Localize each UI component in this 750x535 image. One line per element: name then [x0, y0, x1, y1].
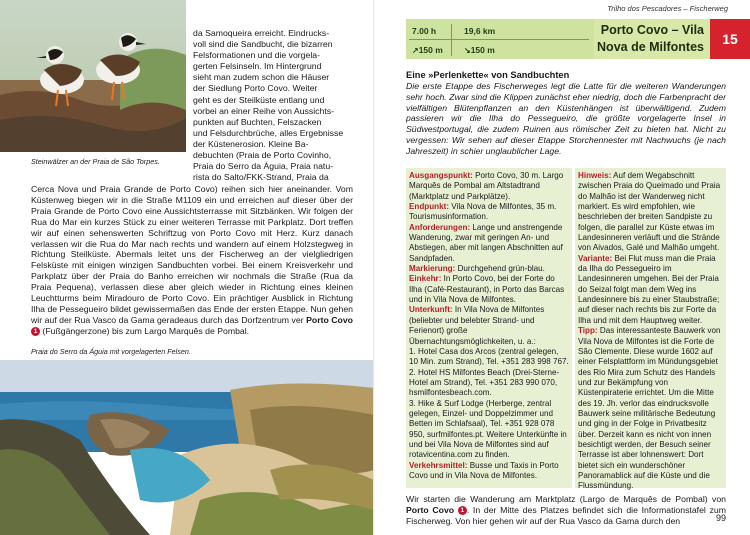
caption-serro-da-aguia: Praia do Serro da Águia mit vorgelagerten Felsen. [31, 347, 191, 356]
info-item [578, 254, 723, 326]
tour-stats-box [406, 19, 594, 59]
left-column-line: vorbei an einer Reihe von Aussichts- [193, 105, 335, 116]
info-item [409, 264, 569, 274]
info-label: Variante: [578, 253, 613, 263]
info-text: Busse und Taxis in Porto Covo und in Vila Nova de Milfontes. [409, 460, 559, 480]
info-text: 3. Hike & Surf Lodge (Herberge, zentral gelegen, Einzel- und Doppelzimmer und Betten im Schlafsaal), Tel. +351 928 078 950, surfmilfontes.pt. Weitere Unterkünfte in und bei Vila Nova de Milfontes sind auf rotavicentina.com zu finden. [409, 398, 567, 460]
info-label: Markierung: [409, 264, 456, 274]
right-body-start: Wir starten die Wanderung am Marktplatz (Largo de Marquês de Pombal) von [406, 494, 726, 504]
info-item [409, 223, 569, 264]
info-item [409, 202, 569, 223]
left-column-line: geht es der Steilküste entlang und [193, 94, 325, 105]
info-item [409, 305, 569, 346]
caption-turnstones: Steinwälzer an der Praia de São Torpes. [31, 157, 160, 166]
arrow-down-icon: ↘ [464, 46, 471, 55]
info-text: Bei Flut muss man die Praia da Ilha do Pessegueiro im Landesinneren umgehen. Bei der Praia do Seizal folgt man dem Weg ins Landesinnere bis zu einer Staubstraße; auf dieser nach rechts bis zur Forte da Ilha und mit dem Hauptweg weiter. [578, 253, 720, 325]
porto-covo-bold-right: Porto Covo [406, 504, 455, 515]
waypoint-badge-1-right: 1 [458, 506, 467, 515]
left-body-text [31, 184, 353, 337]
info-item [578, 171, 723, 254]
stat-ascent-value: 150 m [418, 45, 443, 55]
left-body-tail: (Fußgängerzone) bis zum Largo Marquês de Pombal. [42, 325, 250, 336]
info-text: 1. Hotel Casa dos Arcos (zentral gelegen, 10 Min. zum Strand), Tel. +351 283 998 767. [409, 346, 569, 367]
info-item [578, 326, 723, 492]
info-text: In Vila Nova de Milfontes (beliebter und belebter Strand- und Ferienort) große Übernachtungsmöglichkeiten, u. a.: [409, 305, 545, 346]
info-label: Ausgangspunkt: [409, 171, 473, 180]
info-text: Porto Covo, 30 m. Largo Marquês de Pombal am Altstadtrand (Marktplatz und Parkplätze). [409, 171, 564, 201]
right-body-rest: . In der Mitte des Platzes befindet sich die Informationstafel zum Fischerweg. Von hier gehen wir auf der Rua Vasco da Gama durch den [406, 504, 726, 526]
photo-coast [0, 360, 374, 535]
section-subheading: Eine »Perlenkette« von Sandbuchten [406, 70, 570, 80]
info-item [409, 347, 569, 368]
intro-paragraph: Die erste Etappe des Fischerweges legt die Latte für die weiteren Wanderungen sehr hoch. Zwar sind die Klippen zunächst eher niedrig, doch die Farbenpracht der vielfältigen Blütenpflanzen an den Küstenhängen ist überwältigend. Zudem passieren wir die Ilha do Pessegueiro, die größte vorgelagerte Insel in Südwestportugal, die zudem Ruinen aus römischer Zeit zu bieten hat. Nicht zu vergessen: Wir sehen auf dieser Etappe Storchennester mit Nachwuchs (je nach Jahreszeit) in schier unglaublicher Lage. [406, 81, 726, 156]
left-column-line: der Küstenerosion. Kleine Ba- [193, 138, 309, 149]
stat-ascent [412, 45, 443, 55]
stat-distance: 19,6 km [464, 26, 496, 36]
info-column-right [578, 171, 723, 492]
info-label: Anforderungen: [409, 222, 471, 232]
stats-divider-v [451, 24, 452, 56]
left-column-line: Felsformationen und die vorgela- [193, 50, 321, 61]
info-label: Hinweis: [578, 171, 612, 180]
left-column-line: sieht man zudem schon die Häuser [193, 72, 330, 83]
info-label: Endpunkt: [409, 202, 450, 212]
arrow-up-icon: ↗ [412, 46, 419, 55]
left-column-line: da Samoqueira erreicht. Eindrucks- [193, 28, 330, 38]
info-column-left [409, 171, 569, 481]
page-number: 99 [715, 513, 726, 523]
right-page [375, 0, 750, 535]
tour-number-badge: 15 [710, 19, 750, 59]
stat-time: 7.00 h [412, 26, 437, 36]
right-body-text [406, 494, 726, 526]
left-column-line: punkten auf Buchten, Felszacken [193, 116, 322, 127]
info-item [409, 171, 569, 202]
info-label: Verkehrsmittel: [409, 460, 468, 470]
info-item [409, 274, 569, 305]
info-label: Tipp: [578, 326, 598, 336]
left-column-line: debuchten (Praia de Porto Covinho, [193, 150, 332, 161]
info-text: Vila Nova de Milfontes, 35 m. Tourismusinformation. [409, 202, 557, 222]
waypoint-badge-1: 1 [31, 327, 40, 336]
left-column-line: und Felsdurchbrüche, alles Ergebnisse [193, 127, 344, 138]
photo-turnstones [0, 0, 186, 152]
left-body-main: Cerca Nova und Praia Grande de Porto Covo) reihen sich hier aneinander. Vom Küstenweg biegen wir in die Straße M1109 ein und erreichen auf dieser über der Praia Grande de Porto Covo eine Aussichtsterrasse mit Sitzbänken. Wir folgen der Rua do Mar ein kurzes Stück zu einer weiteren Terrasse mit Parkplatz. Dort treffen wir auf einen sehenswerten Schriftzug von Porto Covo mit Herz. Kurz danach verlassen wir die Rua do Mar nach rechts und wandern auf einem Holzstegweg in Richtung Steilküste. Abermals leitet uns der Fischerweg an der vielgliedrigen Felsküste mit einigen winzigen Sandbuchten vorbei. Bei einem Kreisverkehr und Parkplatz über der Praia do Banho erreichen wir nochmals die Straße (Rua da Praia Pequena), verlassen diese aber gleich wieder in Richtung eines kleinen Leuchtturms beim Miradouro de Porto Covo. Ein prächtiger Ausblick in Richtung Ilha de Pessegueiro bildet gewissermaßen das Ende der ersten Etappe. Nun gehen wir auf der Rua Vasco da Gama geradeaus durch das Dorfzentrum ver [31, 184, 353, 325]
info-text: Das interessanteste Bauwerk von Vila Nova de Milfontes ist die Forte de São Clemente. Diese wurde 1602 auf einer Felsplattform im Mündungsgebiet des Rio Mira zum Schutz des Handels und zur Bekämpfung von Küstenpiraterie errichtet. Um die Mitte des 19. Jh. verlor das eindrucksvolle Bauwerk seine militärische Bedeutung und ging in der Folge in Privatbesitz über. Derzeit kann es nicht von innen besichtigt werden, der Besuch seiner Terrasse ist aber lohnenswert: Dort bietet sich ein wunderschöner Panoramablick auf die Küste und die Flussmündung. [578, 326, 721, 491]
running-header: Trilho dos Pescadores – Fischerweg [607, 4, 728, 13]
info-text: Durchgehend grün-blau. [457, 264, 545, 274]
left-column-line: rista do Salto/FKK-Strand, Praia da [193, 172, 329, 183]
info-label: Unterkunft: [409, 305, 453, 315]
info-text: Lange und anstrengende Wanderung, zwar mit geringen An- und Abstiegen, aber mit langen Abschnitten auf Sandpfaden. [409, 222, 563, 263]
left-column-line: Praia do Serro da Águia, Praia natu- [193, 161, 334, 172]
info-text: In Porto Covo, bei der Forte do Ilha (Café-Restaurant), in Porto das Barcas und in Vila Nova de Milfontes. [409, 274, 565, 305]
info-text: 2. Hotel HS Milfontes Beach (Drei-Sterne-Hotel am Strand), Tel. +351 283 990 070, hsmilfontesbeach.com. [409, 367, 560, 398]
left-column-line: voll sind die Sandbucht, die bizarren [193, 39, 333, 50]
info-item [409, 399, 569, 461]
left-column-text [193, 28, 352, 183]
tour-title: Porto Covo – Vila Nova de Milfontes [594, 19, 710, 59]
info-text: Auf dem Wegabschnitt zwischen Praia do Queimado und Praia do Malhão ist der Wanderweg nicht markiert. Es wird empfohlen, wie beschrieben der breiten Sandpiste zu folgen, die parallel zur Küste etwas im Landesinneren verläuft und die Strände von Aivados, Galé und Malhão umgeht. [578, 171, 721, 253]
porto-covo-bold: Porto Covo [306, 314, 353, 325]
info-item [409, 461, 569, 482]
left-column-line: der Siedlung Porto Covo. Weiter [193, 83, 318, 94]
info-label: Einkehr: [409, 274, 442, 284]
left-column-line: gerten Felsinseln. Im Hintergrund [193, 61, 322, 72]
stat-descent-value: 150 m [470, 45, 495, 55]
info-item [409, 368, 569, 399]
stat-descent [464, 45, 495, 55]
stats-divider-h [409, 39, 589, 40]
